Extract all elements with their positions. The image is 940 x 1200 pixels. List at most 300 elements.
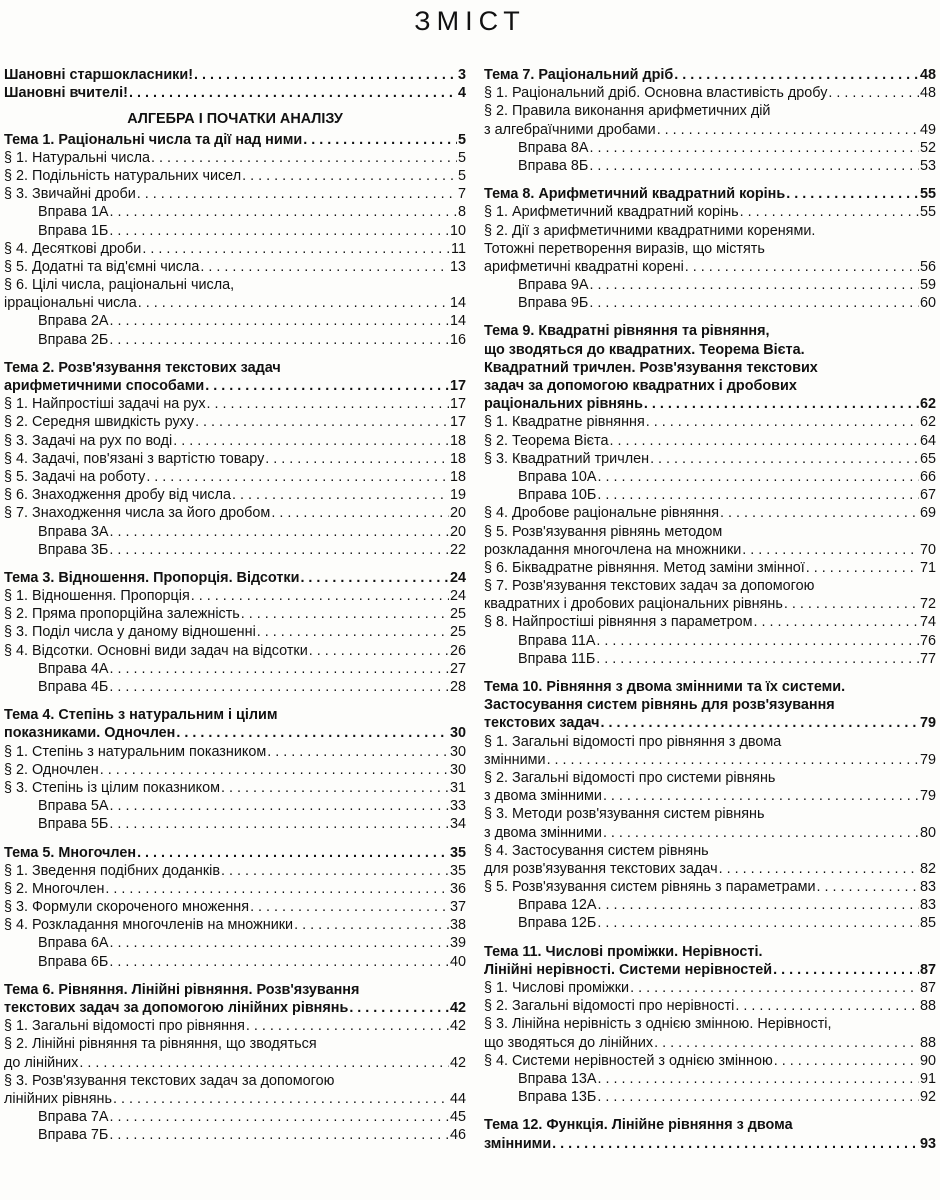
entry-title: Вправа 3Б (38, 541, 109, 558)
entry-title: § 2. Лінійні рівняння та рівняння, що зводяться (4, 1036, 317, 1053)
page-number: 87 (919, 961, 936, 978)
exercise-entry[interactable] (484, 1070, 936, 1088)
page-number: 71 (919, 559, 936, 576)
paragraph-entry[interactable] (484, 203, 936, 221)
dot-leader (735, 997, 919, 1015)
exercise-entry[interactable] (4, 331, 466, 349)
exercise-entry[interactable] (4, 203, 466, 221)
dot-leader (250, 898, 449, 916)
paragraph-entry-line[interactable] (4, 1072, 466, 1090)
exercise-entry[interactable] (484, 1088, 936, 1106)
page-number: 38 (449, 917, 466, 934)
page-number: 8 (457, 204, 466, 221)
entry-title: арифметичними способами (4, 378, 205, 394)
exercise-entry[interactable] (484, 914, 936, 932)
entry-title: Вправа 6Б (38, 953, 109, 970)
page-number: 3 (457, 67, 466, 83)
paragraph-entry[interactable] (484, 613, 936, 631)
page-number: 25 (449, 606, 466, 623)
dot-leader (294, 916, 449, 934)
dot-leader (547, 751, 919, 769)
entry-title: § 3. Задачі на рух по воді (4, 432, 173, 449)
dot-leader (719, 860, 919, 878)
dot-leader (630, 979, 919, 997)
paragraph-entry[interactable] (4, 1017, 466, 1035)
entry-title: Вправа 13Б (518, 1089, 597, 1106)
dot-leader (110, 203, 457, 221)
entry-title: Тема 9. Квадратні рівняння та рівняння, (484, 323, 770, 340)
exercise-entry[interactable] (484, 486, 936, 504)
paragraph-entry[interactable] (484, 450, 936, 468)
entry-title: з двома змінними (484, 788, 602, 805)
exercise-entry[interactable] (484, 650, 936, 668)
entry-title: Вправа 9Б (518, 295, 589, 312)
dot-leader (654, 1034, 919, 1052)
page-number: 27 (449, 660, 466, 677)
page-number: 60 (919, 295, 936, 312)
paragraph-entry-line[interactable] (484, 733, 936, 751)
paragraph-entry-line[interactable] (484, 769, 936, 787)
topic-entry[interactable] (484, 1135, 936, 1153)
entry-title: Тема 4. Степінь з натуральним і цілим (4, 707, 278, 724)
dot-leader (596, 632, 919, 650)
dot-leader (685, 258, 919, 276)
paragraph-entry-line[interactable] (484, 577, 936, 595)
front-matter-entry[interactable] (4, 66, 466, 84)
page-number: 14 (449, 295, 466, 312)
page-number: 20 (449, 523, 466, 540)
paragraph-entry[interactable] (4, 916, 466, 934)
dot-leader (176, 724, 449, 742)
paragraph-entry[interactable] (484, 84, 936, 102)
paragraph-entry-line[interactable] (484, 523, 936, 541)
dot-leader (271, 504, 449, 522)
entry-title: Вправа 2А (38, 313, 109, 330)
dot-leader (110, 660, 449, 678)
page-number: 17 (449, 378, 466, 394)
dot-leader (138, 294, 449, 312)
paragraph-entry-line[interactable] (4, 1035, 466, 1053)
paragraph-entry[interactable] (484, 824, 936, 842)
page-number: 34 (449, 816, 466, 833)
entry-title: § 3. Поділ числа у даному відношенні (4, 624, 256, 641)
topic-entry[interactable] (4, 377, 466, 395)
page-number: 17 (449, 396, 466, 413)
paragraph-entry[interactable] (4, 294, 466, 312)
entry-title: Квадратний тричлен. Розв'язування текстових (484, 359, 818, 376)
page-number: 39 (449, 935, 466, 952)
paragraph-entry[interactable] (4, 413, 466, 431)
entry-title: Вправа 8Б (518, 157, 589, 174)
dot-leader (221, 779, 449, 797)
page-number: 5 (457, 131, 466, 148)
topic-entry-line[interactable] (484, 322, 936, 340)
page-number: 69 (919, 505, 936, 522)
page-number: 90 (919, 1052, 936, 1069)
topic-entry-line[interactable] (484, 1116, 936, 1134)
topic-entry-line[interactable] (4, 359, 466, 377)
dot-leader (110, 523, 449, 541)
dot-leader (195, 413, 449, 431)
entry-title: для розв'язування текстових задач (484, 860, 718, 877)
page-number: 87 (919, 980, 936, 996)
page-number: 7 (457, 186, 466, 203)
topic-entry-line[interactable] (4, 706, 466, 724)
entry-title: § 3. Розв'язування текстових задач за допомогою (4, 1072, 335, 1089)
entry-title: § 1. Раціональний дріб. Основна властивість дробу (484, 85, 828, 102)
dot-leader (257, 623, 449, 641)
page-number: 76 (919, 632, 936, 649)
entry-title: Тема 11. Числові проміжки. Нерівності. (484, 943, 763, 960)
page-number: 17 (449, 414, 466, 431)
page-number: 35 (449, 844, 466, 861)
paragraph-entry-line[interactable] (4, 276, 466, 294)
entry-title: що зводяться до лінійних (484, 1034, 654, 1051)
exercise-entry[interactable] (4, 312, 466, 330)
dot-leader (110, 312, 449, 330)
exercise-entry[interactable] (4, 660, 466, 678)
paragraph-entry[interactable] (4, 258, 466, 276)
dot-leader (596, 650, 919, 668)
paragraph-entry[interactable] (484, 878, 936, 896)
topic-entry-line[interactable] (484, 377, 936, 395)
dot-leader (200, 258, 449, 276)
exercise-entry[interactable] (484, 294, 936, 312)
dot-leader (79, 1054, 449, 1072)
exercise-entry[interactable] (484, 276, 936, 294)
topic-entry-line[interactable] (484, 696, 936, 714)
entry-title: Тема 6. Рівняння. Лінійні рівняння. Розв'язування (4, 981, 360, 998)
page-number: 53 (919, 157, 936, 174)
topic-entry[interactable] (484, 714, 936, 732)
exercise-entry[interactable] (4, 797, 466, 815)
paragraph-entry[interactable] (4, 605, 466, 623)
exercise-entry[interactable] (484, 468, 936, 486)
dot-leader (674, 66, 919, 84)
dot-leader (109, 953, 449, 971)
entry-title: Вправа 1А (38, 204, 109, 221)
entry-title: Шановні вчителі! (4, 85, 128, 102)
exercise-entry[interactable] (4, 934, 466, 952)
dot-leader (597, 486, 919, 504)
entry-title: ірраціональні числа (4, 295, 137, 312)
paragraph-entry[interactable] (4, 185, 466, 203)
toc-right-column (484, 66, 936, 1153)
page-number: 92 (919, 1089, 936, 1106)
exercise-entry[interactable] (4, 1108, 466, 1126)
entry-title: § 1. Відношення. Пропорція (4, 588, 190, 605)
dot-leader (137, 844, 449, 862)
entry-title: арифметичні квадратні корені (484, 258, 684, 275)
topic-entry[interactable] (4, 569, 466, 587)
page-number: 64 (919, 432, 936, 449)
section-gap (484, 175, 936, 185)
paragraph-entry[interactable] (484, 860, 936, 878)
paragraph-entry[interactable] (484, 1034, 936, 1052)
topic-entry-line[interactable] (4, 981, 466, 999)
exercise-entry[interactable] (4, 953, 466, 971)
paragraph-entry-line[interactable] (484, 842, 936, 860)
entry-title: Вправа 10Б (518, 487, 597, 504)
exercise-entry[interactable] (4, 1126, 466, 1144)
page-number: 79 (919, 715, 936, 732)
topic-entry[interactable] (484, 395, 936, 413)
dot-leader (109, 1126, 449, 1144)
entry-title: Тема 12. Функція. Лінійне рівняння з двома (484, 1117, 793, 1134)
exercise-entry[interactable] (4, 222, 466, 240)
entry-title: § 5. Додатні та від'ємні числа (4, 258, 200, 275)
paragraph-entry[interactable] (4, 167, 466, 185)
paragraph-entry[interactable] (4, 486, 466, 504)
dot-leader (598, 896, 919, 914)
paragraph-entry[interactable] (4, 880, 466, 898)
dot-leader (740, 203, 919, 221)
page-number: 55 (919, 204, 936, 221)
page-number: 40 (449, 953, 466, 970)
entry-title: з двома змінними (484, 824, 602, 841)
paragraph-entry[interactable] (4, 743, 466, 761)
entry-title: Тема 8. Арифметичний квадратний корінь (484, 186, 786, 203)
entry-title: § 7. Розв'язування текстових задач за допомогою (484, 578, 815, 595)
entry-title: Шановні старшокласники! (4, 67, 194, 83)
section-gap (484, 312, 936, 322)
entry-title: розкладання многочлена на множники (484, 541, 742, 558)
entry-title: Вправа 13А (518, 1070, 597, 1087)
entry-title: § 4. Десяткові дроби (4, 240, 142, 257)
dot-leader (207, 395, 449, 413)
page-number: 11 (451, 240, 466, 257)
dot-leader (137, 185, 457, 203)
entry-title: Тема 1. Раціональні числа та дії над ними (4, 131, 303, 148)
entry-title: § 3. Звичайні дроби (4, 186, 136, 203)
paragraph-entry[interactable] (484, 1052, 936, 1070)
dot-leader (191, 587, 449, 605)
dot-leader (589, 157, 919, 175)
paragraph-entry[interactable] (4, 898, 466, 916)
page-number: 80 (919, 824, 936, 841)
dot-leader (597, 1088, 919, 1106)
page-number: 70 (919, 541, 936, 558)
paragraph-entry[interactable] (4, 862, 466, 880)
topic-entry[interactable] (4, 131, 466, 149)
exercise-entry[interactable] (484, 896, 936, 914)
topic-entry[interactable] (484, 185, 936, 203)
paragraph-entry[interactable] (4, 432, 466, 450)
topic-entry-line[interactable] (484, 341, 936, 359)
paragraph-entry-line[interactable] (484, 1015, 936, 1033)
paragraph-entry[interactable] (484, 751, 936, 769)
exercise-entry[interactable] (484, 632, 936, 650)
dot-leader (265, 450, 449, 468)
entry-title: Тема 10. Рівняння з двома змінними та їх системи. (484, 679, 846, 695)
paragraph-entry[interactable] (4, 779, 466, 797)
entry-title: § 2. Подільність натуральних чисел (4, 167, 242, 184)
page-number: 93 (919, 1135, 936, 1152)
page-number: 19 (449, 487, 466, 504)
dot-leader (609, 432, 919, 450)
dot-leader (241, 605, 449, 623)
paragraph-entry[interactable] (4, 623, 466, 641)
section-gap (4, 834, 466, 844)
paragraph-entry[interactable] (4, 395, 466, 413)
exercise-entry[interactable] (4, 523, 466, 541)
topic-entry[interactable] (4, 999, 466, 1017)
page-number: 5 (457, 149, 466, 166)
topic-entry[interactable] (484, 66, 936, 84)
entry-title: § 5. Задачі на роботу (4, 468, 146, 485)
entry-title: змінними (484, 1135, 552, 1152)
topic-entry-line[interactable] (484, 943, 936, 961)
paragraph-entry[interactable] (4, 1090, 466, 1108)
entry-title: § 4. Дробове раціональне рівняння (484, 505, 720, 522)
paragraph-entry[interactable] (484, 258, 936, 276)
topic-entry[interactable] (484, 961, 936, 979)
entry-title: § 4. Задачі, пов'язані з вартістю товару (4, 450, 265, 467)
section-heading: АЛГЕБРА І ПОЧАТКИ АНАЛІЗУ (127, 111, 343, 128)
paragraph-entry[interactable] (484, 504, 936, 522)
page-number: 46 (449, 1127, 466, 1144)
entry-title: що зводяться до квадратних. Теорема Вієта. (484, 341, 805, 358)
dot-leader (110, 1108, 449, 1126)
entry-title: Вправа 10А (518, 468, 597, 485)
dot-leader (828, 84, 919, 102)
entry-title: Вправа 6А (38, 935, 109, 952)
paragraph-entry[interactable] (4, 468, 466, 486)
page-number: 48 (919, 85, 936, 102)
exercise-entry[interactable] (4, 815, 466, 833)
paragraph-entry[interactable] (4, 1054, 466, 1072)
exercise-entry[interactable] (4, 678, 466, 696)
entry-title: Застосування систем рівнянь для розв'язування (484, 697, 835, 714)
paragraph-entry-line[interactable] (484, 222, 936, 240)
entry-title: § 1. Найпростіші задачі на рух (4, 396, 206, 413)
paragraph-entry[interactable] (484, 787, 936, 805)
paragraph-entry[interactable] (484, 559, 936, 577)
paragraph-entry[interactable] (484, 121, 936, 139)
entry-title: § 5. Розв'язування рівнянь методом (484, 523, 723, 540)
front-matter-entry[interactable] (4, 84, 466, 102)
topic-entry[interactable] (4, 844, 466, 862)
toc-left-column (4, 66, 466, 1145)
paragraph-entry[interactable] (484, 595, 936, 613)
section-gap (484, 668, 936, 678)
dot-leader (300, 569, 449, 587)
page-number: 83 (919, 879, 936, 896)
entry-title: з алгебраїчними дробами (484, 121, 656, 138)
paragraph-entry-line[interactable] (484, 805, 936, 823)
entry-title: задач за допомогою квадратних і дробових (484, 378, 797, 394)
section-gap (4, 971, 466, 981)
dot-leader (786, 185, 919, 203)
entry-title: § 2. Дії з арифметичними квадратними коренями. (484, 222, 816, 239)
entry-title: текстових задач (484, 715, 600, 732)
entry-title: Вправа 12А (518, 897, 597, 914)
paragraph-entry[interactable] (484, 413, 936, 431)
page-number: 88 (919, 998, 936, 1015)
entry-title: § 1. Натуральні числа (4, 149, 151, 166)
page-number: 62 (919, 414, 936, 431)
entry-title: Тема 7. Раціональний дріб (484, 67, 674, 83)
paragraph-entry[interactable] (4, 450, 466, 468)
page-number: 55 (919, 186, 936, 203)
paragraph-entry[interactable] (4, 587, 466, 605)
paragraph-entry[interactable] (4, 149, 466, 167)
paragraph-entry-line[interactable] (484, 102, 936, 120)
dot-leader (657, 121, 919, 139)
entry-title: Вправа 5Б (38, 816, 109, 833)
page-number: 25 (449, 624, 466, 641)
dot-leader (109, 222, 449, 240)
dot-leader (221, 862, 449, 880)
topic-entry-line[interactable] (484, 359, 936, 377)
exercise-entry[interactable] (484, 139, 936, 157)
page-number: 52 (919, 139, 936, 156)
dot-leader (650, 450, 919, 468)
topic-entry-line[interactable] (484, 678, 936, 696)
paragraph-entry[interactable] (484, 432, 936, 450)
entry-title: раціональних рівнянь (484, 396, 643, 413)
exercise-entry[interactable] (484, 157, 936, 175)
page-number: 18 (449, 450, 466, 467)
page-number: 30 (449, 761, 466, 778)
dot-leader (100, 761, 449, 779)
paragraph-entry[interactable] (4, 504, 466, 522)
paragraph-entry[interactable] (4, 240, 466, 258)
dot-leader (303, 131, 457, 149)
section-gap (4, 559, 466, 569)
paragraph-entry[interactable] (4, 761, 466, 779)
page-number: 79 (919, 788, 936, 805)
entry-title: Тотожні перетворення виразів, що містять (484, 240, 765, 257)
exercise-entry[interactable] (4, 541, 466, 559)
paragraph-entry[interactable] (484, 541, 936, 559)
entry-title: § 8. Найпростіші рівняння з параметром (484, 614, 753, 631)
page-number: 28 (449, 679, 466, 695)
page-number: 4 (457, 85, 466, 102)
dot-leader (267, 743, 449, 761)
entry-title: § 3. Формули скороченого множення (4, 899, 250, 916)
entry-title: Вправа 7Б (38, 1127, 109, 1144)
dot-leader (742, 541, 919, 559)
entry-title: § 7. Знаходження числа за його дробом (4, 505, 271, 522)
entry-title: Вправа 9А (518, 277, 589, 294)
dot-leader (589, 294, 919, 312)
dot-leader (774, 1052, 919, 1070)
page-number: 45 (449, 1109, 466, 1126)
entry-title: Вправа 4Б (38, 679, 109, 695)
paragraph-entry[interactable] (484, 997, 936, 1015)
entry-title: § 3. Степінь із цілим показником (4, 779, 221, 796)
paragraph-entry[interactable] (4, 642, 466, 660)
paragraph-entry[interactable] (484, 979, 936, 997)
paragraph-entry-line[interactable] (484, 240, 936, 258)
section-gap (484, 933, 936, 943)
entry-title: § 2. Пряма пропорційна залежність (4, 606, 240, 623)
page-number: 10 (449, 222, 466, 239)
dot-leader (644, 395, 919, 413)
entry-title: Тема 2. Розв'язування текстових задач (4, 359, 281, 376)
page-number: 48 (919, 67, 936, 83)
page-number: 26 (449, 642, 466, 659)
page-number: 14 (449, 313, 466, 330)
page-number: 24 (449, 569, 466, 586)
entry-title: § 6. Біквадратне рівняння. Метод заміни змінної (484, 559, 805, 576)
entry-title: § 3. Квадратний тричлен (484, 450, 650, 467)
topic-entry[interactable] (4, 724, 466, 742)
dot-leader (784, 595, 919, 613)
entry-title: Вправа 2Б (38, 331, 109, 348)
page-number: 22 (449, 541, 466, 558)
